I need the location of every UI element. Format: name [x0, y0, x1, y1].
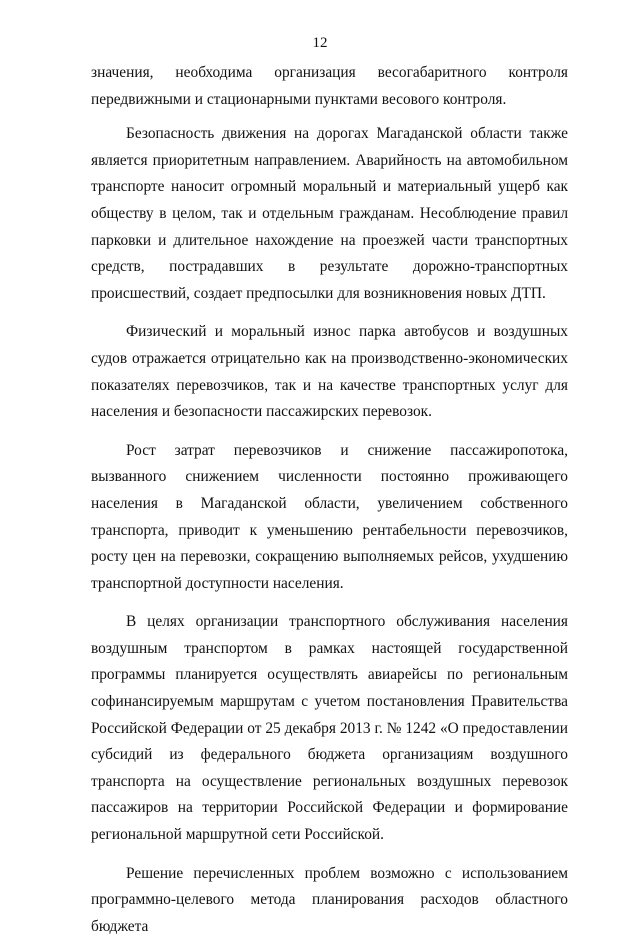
paragraph-costs-growth: Рост затрат перевозчиков и снижение пассажиропотока, вызванного снижением численности постоянно проживающего населения в Магаданской области, увеличением собственного транспорта, приводит к уменьшению рентабельности перевозчиков, росту цен на перевозки, сокращению выполняемых рейсов, ухудшению транспортной доступности населения.	[91, 441, 568, 592]
paragraph-weight-control: значения, необходима организация весогабаритного контроля передвижными и стационарными пунктами весового контроля.	[91, 64, 568, 108]
paragraph-air-transport: В целях организации транспортного обслуживания населения воздушным транспортом в рамках настоящей государственной программы планируется осуществлять авиарейсы по региональным софинансируемым маршрутам с учетом постановления Правительства Российской Федерации от 25 декабря 2013 г. № 1242 «О предоставлении субсидий из федерального бюджета организациям воздушного транспорта на осуществление региональных воздушных перевозок пассажиров на территории Российской Федерации и формирование региональной маршрутной сети Российской.	[91, 613, 568, 844]
page-number: 12	[312, 35, 328, 51]
paragraph-solution: Решение перечисленных проблем возможно с использованием программно-целевого метода планирования расходов областного бюджета	[91, 864, 568, 935]
paragraph-road-safety: Безопасность движения на дорогах Магаданской области также является приоритетным направлением. Аварийность на автомобильном транспорте наносит огромный моральный и материальный ущерб как обществу в целом, так и отдельным гражданам. Несоблюдение правил парковки и длительное нахождение на проезжей части транспортных средств, пострадавших в результате дорожно-транспортных происшествий, создает предпосылки для возникновения новых ДТП.	[91, 125, 568, 302]
paragraph-fleet-wear: Физический и моральный износ парка автобусов и воздушных судов отражается отрицательно как на производственно-экономических показателях перевозчиков, так и на качестве транспортных услуг для населения и безопасности пассажирских перевозок.	[91, 323, 568, 421]
document-body	[91, 60, 568, 952]
